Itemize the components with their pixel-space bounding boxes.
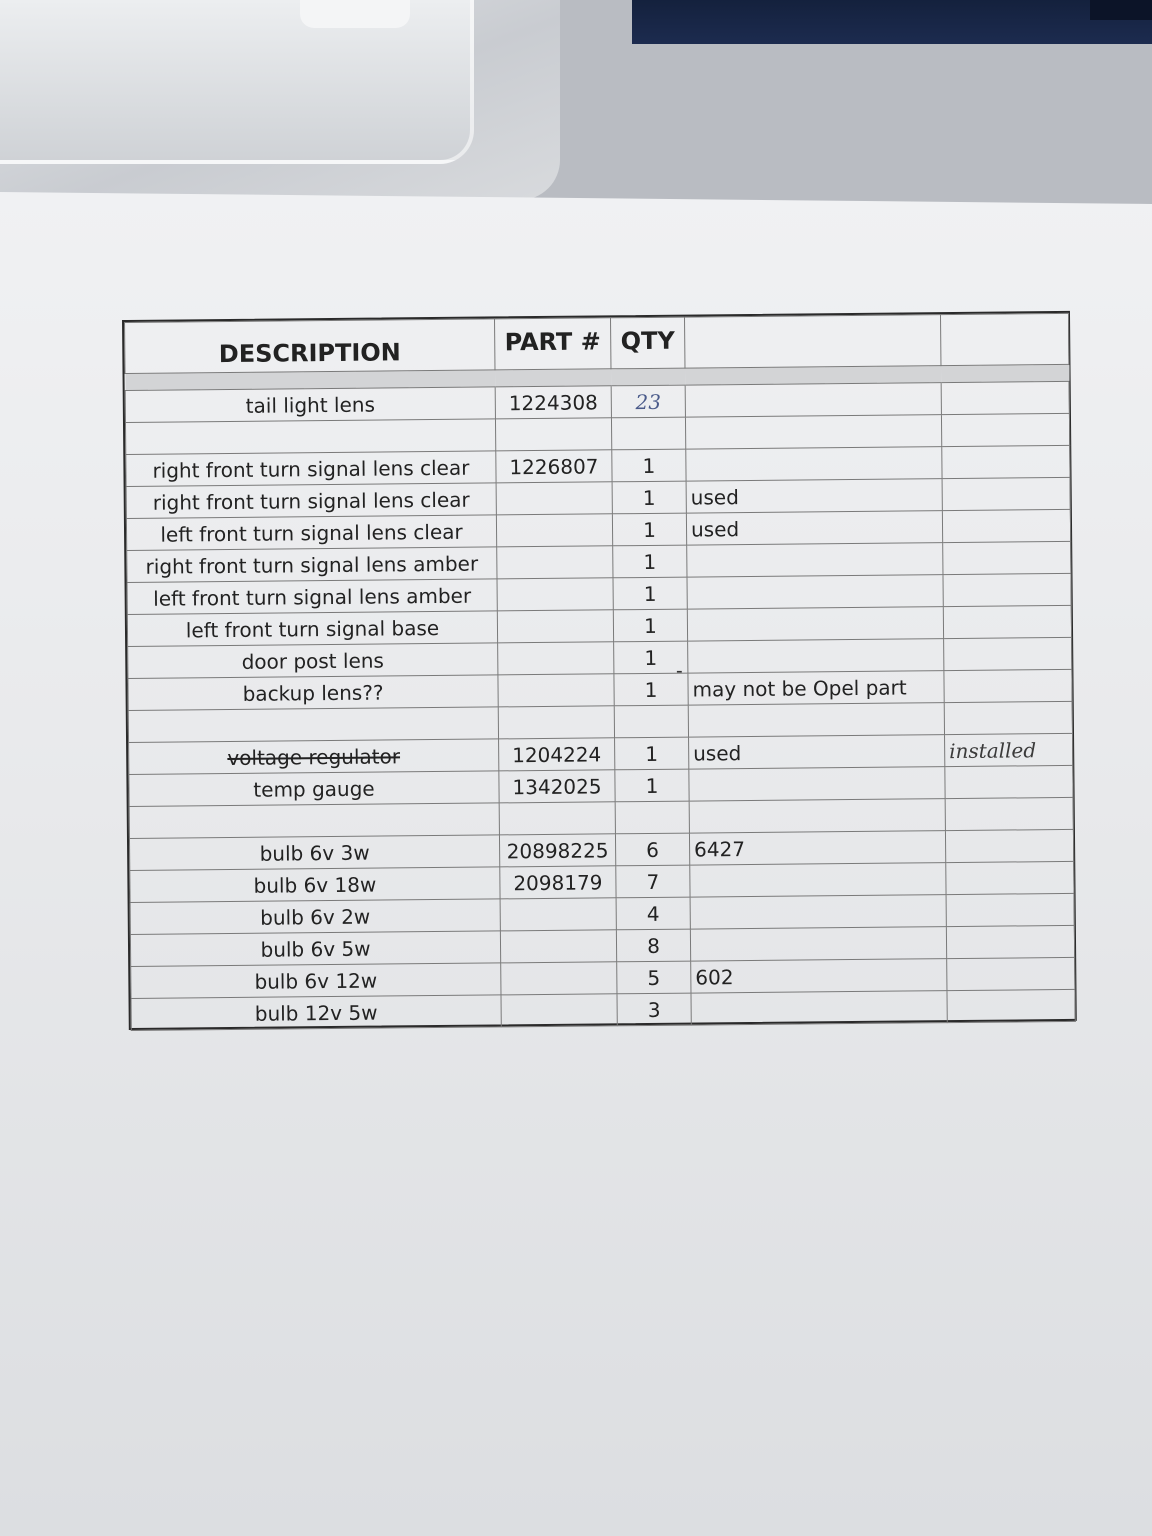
cell-extra [941,381,1069,414]
cell-description: bulb 6v 5w [130,931,500,967]
cell-qty: 1 [612,449,686,482]
cell-note: 602 [691,959,947,993]
cell-part-number [501,962,617,995]
cell-extra [943,541,1071,574]
cell-note: used [686,479,942,513]
cell-note [687,575,943,609]
cell-note: 6427 [689,831,945,865]
cell-description: bulb 12v 5w [131,995,501,1031]
cell-extra [943,605,1071,638]
cell-qty: 7 [616,865,690,898]
header-row [125,313,1069,373]
cell-extra [946,893,1074,926]
cell-note [686,447,942,481]
cell-extra [945,829,1073,862]
dark-box [632,0,1152,44]
cell-note: used [686,511,942,545]
cell-extra [941,413,1069,446]
cell-part-number [497,610,613,643]
cell-part-number [501,994,617,1027]
cell-note [688,639,944,673]
header-description: DESCRIPTION [125,319,495,374]
cell-description: right front turn signal lens clear [126,451,496,487]
cell-note [685,415,941,449]
cell-part-number [500,930,616,963]
header-note [684,315,940,368]
cell-extra [945,765,1073,798]
cell-description [125,419,495,455]
cell-part-number: 1342025 [499,770,615,803]
cell-extra [942,445,1070,478]
cell-description: right front turn signal lens clear [126,483,496,519]
header-qty: QTY [611,317,685,369]
cell-part-number [496,514,612,547]
pencil-tick: - [676,660,683,682]
cell-qty: 1 [613,577,687,610]
cell-description: bulb 6v 2w [130,899,500,935]
header-extra [940,313,1068,365]
cell-extra [942,477,1070,510]
cell-qty: 4 [616,897,690,930]
dark-box-edge [1090,0,1152,20]
cell-description: right front turn signal lens amber [127,547,497,583]
cell-qty: 1 [615,769,689,802]
cell-description: left front turn signal lens amber [127,579,497,615]
tray-lip [300,0,410,28]
cell-description: voltage regulator [129,739,499,775]
cell-description: left front turn signal base [127,611,497,647]
cell-note [691,991,947,1025]
cell-extra [947,957,1075,990]
cell-extra [946,925,1074,958]
cell-qty: 1 [614,673,688,706]
cell-part-number: 1204224 [499,738,615,771]
cell-extra [943,573,1071,606]
cell-part-number [498,642,614,675]
cell-description: backup lens?? [128,675,498,711]
cell-description: bulb 6v 3w [129,835,499,871]
cell-part-number [496,482,612,515]
cell-description: bulb 6v 18w [130,867,500,903]
cell-description: tail light lens [125,387,495,423]
cell-extra [944,701,1072,734]
cell-extra: installed [945,733,1073,766]
cell-note [687,543,943,577]
cell-extra [944,637,1072,670]
cell-part-number [499,802,615,835]
plastic-tray [0,0,560,200]
cell-extra [946,861,1074,894]
cell-part-number: 1226807 [496,450,612,483]
cell-description [128,707,498,743]
cell-qty: 23 [611,385,685,418]
cell-qty [615,801,689,834]
cell-description [129,803,499,839]
cell-part-number [498,674,614,707]
cell-qty: 1 [613,609,687,642]
cell-note [688,703,944,737]
cell-part-number: 2098179 [500,866,616,899]
cell-description: bulb 6v 12w [131,963,501,999]
cell-part-number: 1224308 [495,386,611,419]
cell-part-number: 20898225 [499,834,615,867]
cell-part-number [497,546,613,579]
cell-qty: 8 [616,929,690,962]
cell-description: left front turn signal lens clear [126,515,496,551]
cell-description: door post lens [128,643,498,679]
cell-qty: 1 [613,545,687,578]
cell-description: temp gauge [129,771,499,807]
cell-note [690,927,946,961]
cell-part-number [500,898,616,931]
cell-extra [947,989,1075,1022]
cell-extra [942,509,1070,542]
cell-extra [945,797,1073,830]
cell-qty: 5 [617,961,691,994]
cell-part-number [498,706,614,739]
cell-note [690,895,946,929]
cell-note [689,799,945,833]
header-part: PART # [495,318,611,370]
cell-note [690,863,946,897]
parts-grid [124,313,1076,1031]
parts-table [122,311,1077,1030]
cell-qty: 3 [617,993,691,1026]
cell-qty: 1 [612,481,686,514]
cell-qty: 1 [612,513,686,546]
cell-note [689,767,945,801]
cell-qty [611,417,685,450]
cell-extra [944,669,1072,702]
cell-part-number [495,418,611,451]
cell-qty [614,705,688,738]
cell-qty: 6 [615,833,689,866]
cell-note [685,383,941,417]
cell-part-number [497,578,613,611]
cell-note: may not be Opel part [688,671,944,705]
cell-note [687,607,943,641]
cell-qty: 1 [614,641,688,674]
cell-note: used [689,735,945,769]
cell-qty: 1 [615,737,689,770]
